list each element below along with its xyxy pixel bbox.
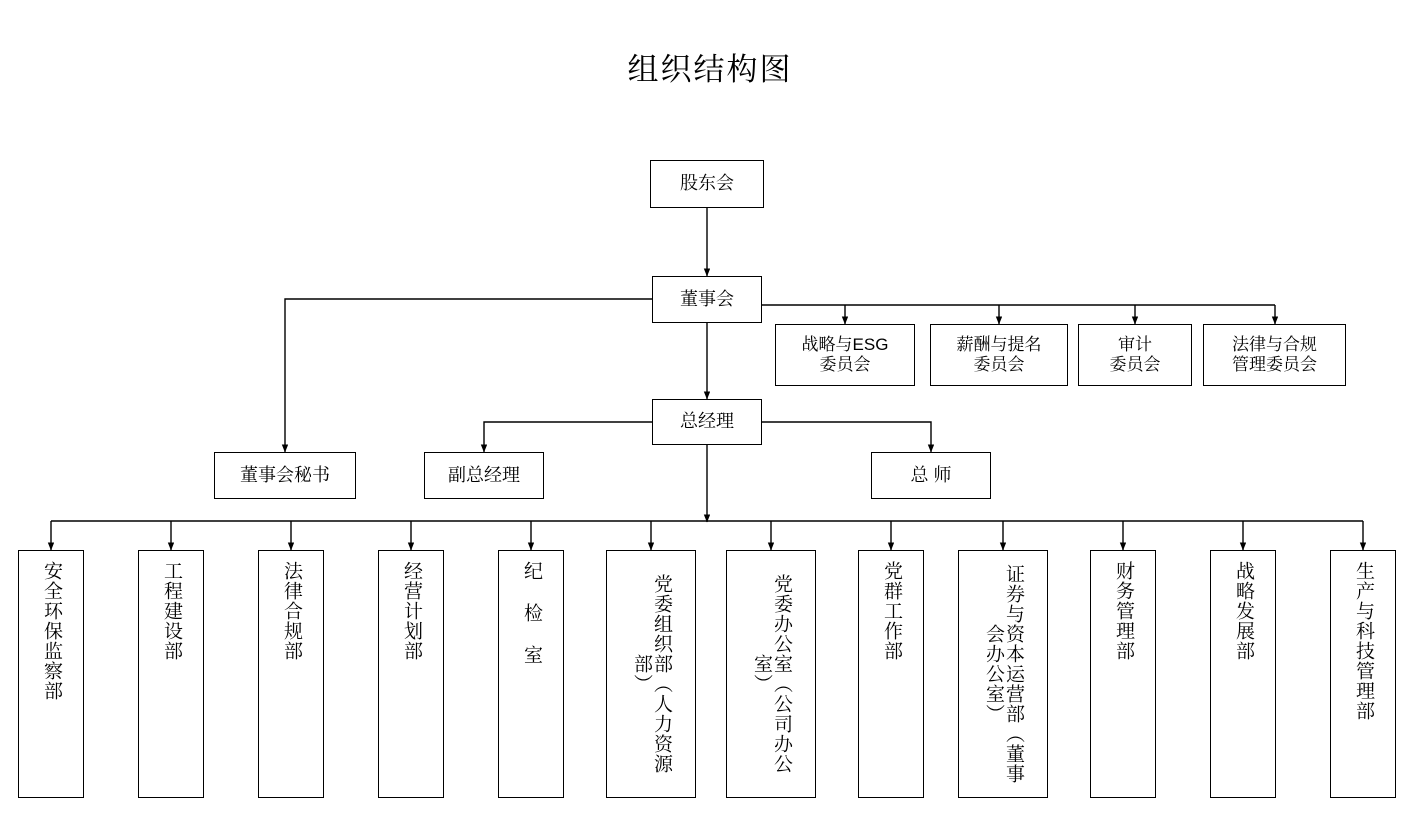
node-label: 证券与资本运营部（董事会办公室）: [983, 564, 1024, 784]
page-title: 组织结构图: [627, 52, 793, 87]
node-department-operation-planning[interactable]: [378, 550, 444, 798]
node-department-strategy-development[interactable]: [1210, 550, 1276, 798]
node-deputy-general-manager[interactable]: [424, 452, 544, 499]
node-label: 董事会: [680, 288, 734, 309]
node-label: 党群工作部: [880, 561, 902, 661]
node-general-manager[interactable]: [652, 399, 762, 445]
node-department-discipline-inspection[interactable]: [498, 550, 564, 798]
node-label: 生产与科技管理部: [1352, 561, 1374, 721]
node-label: 董事会秘书: [240, 464, 330, 485]
node-label: 纪 检 室: [520, 561, 542, 665]
node-label: 股东会: [680, 173, 734, 194]
node-department-finance[interactable]: [1090, 550, 1156, 798]
node-label: 经营计划部: [400, 561, 422, 661]
node-label: 审计 委员会: [1109, 334, 1161, 374]
node-shareholders[interactable]: [650, 160, 764, 208]
node-label: 副总经理: [448, 464, 520, 485]
node-committee-strategy-esg[interactable]: [775, 324, 915, 386]
node-board-secretary[interactable]: [214, 452, 356, 499]
node-department-party-office-company-office[interactable]: [726, 550, 816, 798]
node-label: 总 师: [910, 464, 952, 485]
node-committee-audit[interactable]: [1078, 324, 1192, 386]
node-department-party-organization-hr[interactable]: [606, 550, 696, 798]
node-label: 战略与ESG 委员会: [801, 334, 889, 374]
node-department-production-technology[interactable]: [1330, 550, 1396, 798]
node-department-legal-compliance[interactable]: [258, 550, 324, 798]
node-label: 总经理: [680, 411, 734, 432]
node-committee-legal-compliance[interactable]: [1203, 324, 1346, 386]
node-department-engineering-construction[interactable]: [138, 550, 204, 798]
node-label: 党委组织部（人力资源部）: [631, 574, 672, 774]
node-label: 薪酬与提名 委员会: [956, 334, 1042, 374]
node-label: 战略发展部: [1232, 561, 1254, 661]
node-department-party-mass-work[interactable]: [858, 550, 924, 798]
node-department-safety-environment[interactable]: [18, 550, 84, 798]
node-label: 法律合规部: [280, 561, 302, 661]
node-board[interactable]: [652, 276, 762, 323]
node-label: 工程建设部: [160, 561, 182, 661]
node-department-securities-capital-board-office[interactable]: [958, 550, 1048, 798]
node-chief-engineer[interactable]: [871, 452, 991, 499]
node-label: 党委办公室（公司办公室）: [751, 574, 792, 774]
node-committee-compensation-nomination[interactable]: [930, 324, 1068, 386]
node-label: 法律与合规 管理委员会: [1232, 334, 1317, 374]
node-label: 安全环保监察部: [40, 561, 62, 701]
node-label: 财务管理部: [1112, 561, 1134, 661]
